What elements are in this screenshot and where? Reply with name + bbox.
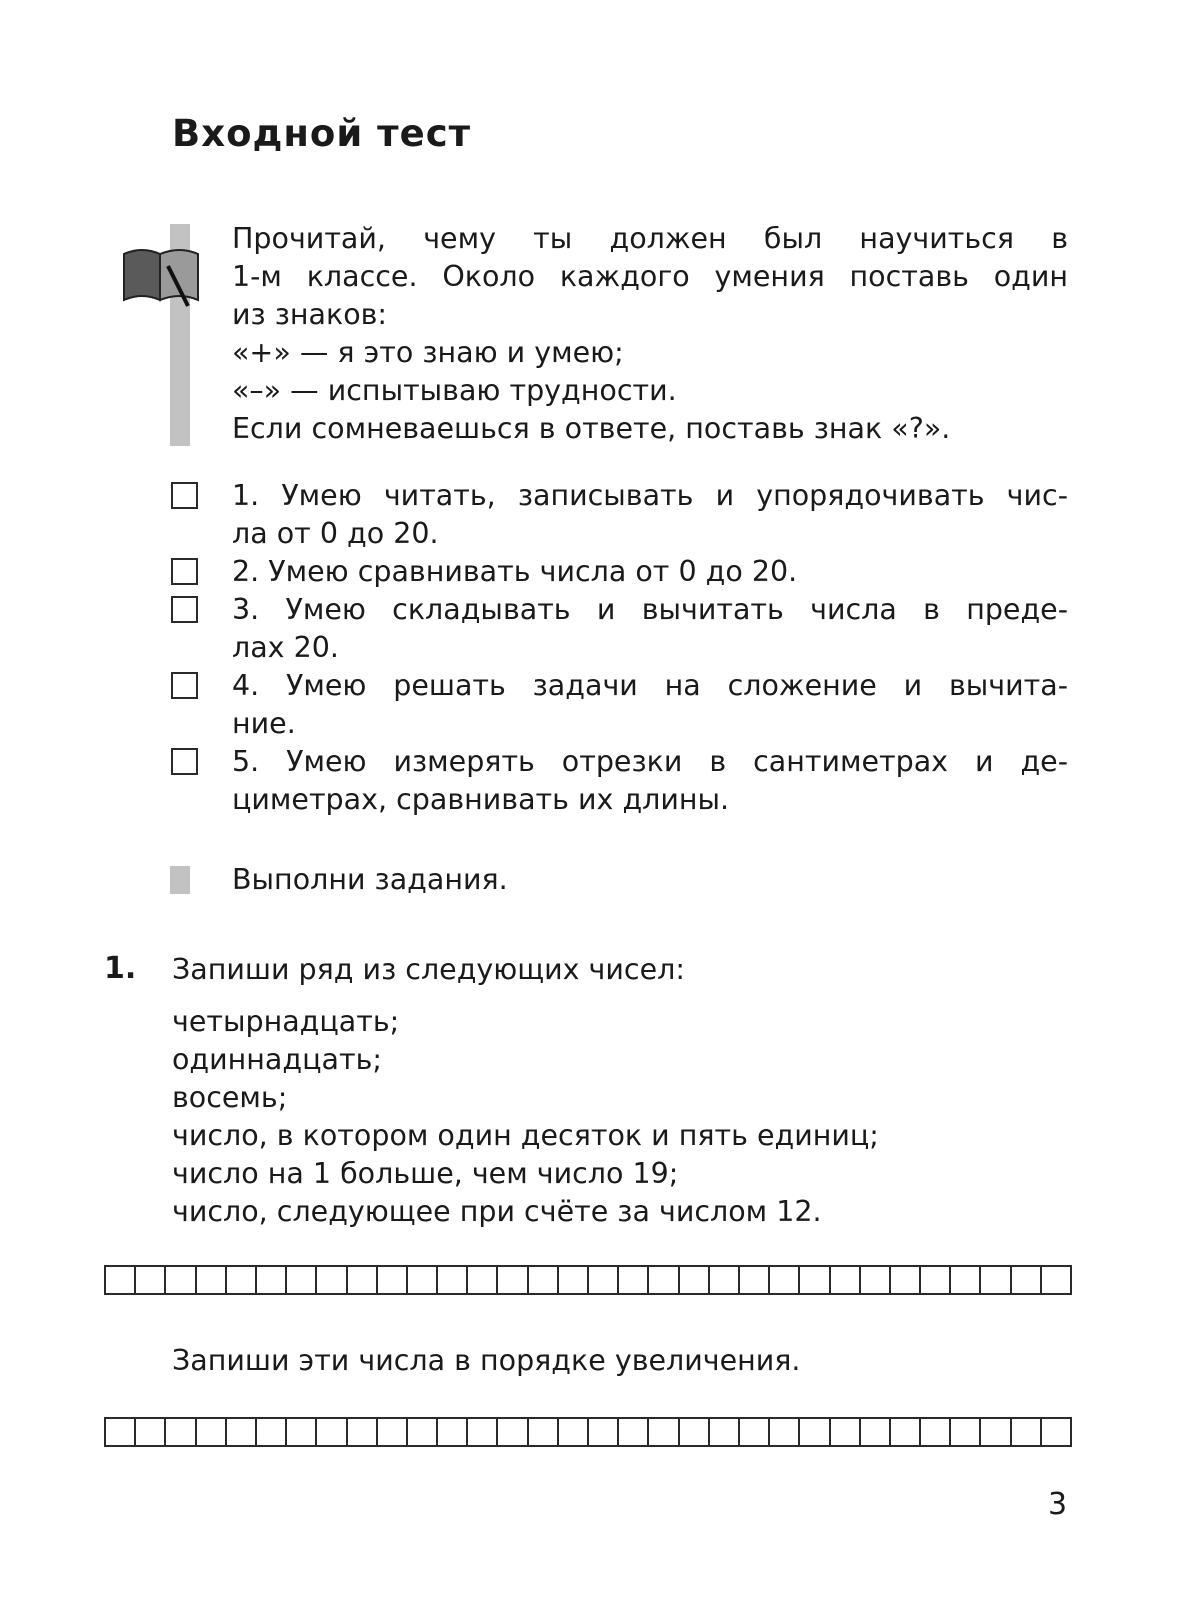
instruction-line: Если сомневаешься в ответе, поставь знак «?». [232,412,951,445]
grid-cell[interactable] [227,1267,257,1293]
skills-list [232,477,1068,819]
grid-cell[interactable] [831,1267,861,1293]
margin-bar-small [170,866,190,894]
do-tasks-heading: Выполни задания. [232,863,508,896]
skill-line: 3. Умею складывать и вычитать числа в преде- [232,593,1068,626]
grid-cell[interactable] [649,1267,679,1293]
grid-cell[interactable] [378,1419,408,1445]
grid-cell[interactable] [348,1267,378,1293]
grid-cell[interactable] [800,1267,830,1293]
grid-cell[interactable] [408,1267,438,1293]
grid-cell[interactable] [136,1267,166,1293]
grid-cell[interactable] [680,1267,710,1293]
answer-grid-1[interactable] [104,1265,1072,1295]
grid-cell[interactable] [106,1267,136,1293]
grid-cell[interactable] [740,1419,770,1445]
grid-cell[interactable] [770,1267,800,1293]
grid-cell[interactable] [468,1419,498,1445]
page-number: 3 [1048,1487,1068,1522]
instruction-line: из знаков: [232,298,388,331]
grid-cell[interactable] [800,1419,830,1445]
grid-cell[interactable] [498,1419,528,1445]
grid-cell[interactable] [197,1267,227,1293]
grid-cell[interactable] [891,1419,921,1445]
grid-cell[interactable] [257,1267,287,1293]
instructions [232,220,1068,448]
task-question: Запиши ряд из следующих чисел: [172,953,685,986]
grid-cell[interactable] [1042,1267,1072,1293]
grid-cell[interactable] [981,1267,1011,1293]
grid-cell[interactable] [136,1419,166,1445]
grid-cell[interactable] [680,1419,710,1445]
list-item: восемь; [172,1081,288,1114]
grid-cell[interactable] [529,1419,559,1445]
skill-line: циметрах, сравнивать их длины. [232,783,730,816]
grid-cell[interactable] [921,1267,951,1293]
grid-cell[interactable] [770,1419,800,1445]
grid-cell[interactable] [468,1267,498,1293]
grid-cell[interactable] [559,1419,589,1445]
skill-5-checkbox[interactable] [171,748,198,775]
grid-cell[interactable] [921,1419,951,1445]
grid-cell[interactable] [740,1267,770,1293]
grid-cell[interactable] [227,1419,257,1445]
skill-line: ла от 0 до 20. [232,517,439,550]
grid-cell[interactable] [831,1419,861,1445]
grid-cell[interactable] [1012,1419,1042,1445]
grid-cell[interactable] [861,1267,891,1293]
grid-cell[interactable] [166,1419,196,1445]
skill-line: 5. Умею измерять отрезки в сантиметрах и де- [232,745,1068,778]
grid-cell[interactable] [529,1267,559,1293]
list-item: число, следующее при счёте за числом 12. [172,1195,822,1228]
grid-cell[interactable] [619,1419,649,1445]
skill-line: 2. Умею сравнивать числа от 0 до 20. [232,555,798,588]
skill-2-checkbox[interactable] [171,558,198,585]
skill-line: ние. [232,707,296,740]
grid-cell[interactable] [619,1267,649,1293]
grid-cell[interactable] [1042,1419,1072,1445]
skill-line: 1. Умею читать, записывать и упорядочивать чис- [232,479,1068,512]
grid-cell[interactable] [951,1267,981,1293]
skill-3-checkbox[interactable] [171,596,198,623]
list-item: число, в котором один десяток и пять единиц; [172,1119,879,1152]
grid-cell[interactable] [891,1267,921,1293]
skill-line: 4. Умею решать задачи на сложение и вычита- [232,669,1068,702]
grid-cell[interactable] [1012,1267,1042,1293]
grid-cell[interactable] [589,1267,619,1293]
list-item: одиннадцать; [172,1043,382,1076]
skill-line: лах 20. [232,631,339,664]
grid-cell[interactable] [589,1419,619,1445]
grid-cell[interactable] [348,1419,378,1445]
instruction-line: 1-м классе. Около каждого умения поставь один [232,260,1068,293]
task-number: 1. [104,951,137,986]
answer-grid-2[interactable] [104,1417,1072,1447]
grid-cell[interactable] [408,1419,438,1445]
skill-1-checkbox[interactable] [171,482,198,509]
order-prompt: Запиши эти числа в порядке увеличения. [172,1344,801,1377]
number-items [172,1003,879,1231]
instruction-line: «–» — испытываю трудности. [232,374,677,407]
grid-cell[interactable] [438,1419,468,1445]
grid-cell[interactable] [861,1419,891,1445]
grid-cell[interactable] [498,1267,528,1293]
instruction-line: «+» — я это знаю и умею; [232,336,624,369]
grid-cell[interactable] [197,1419,227,1445]
grid-cell[interactable] [287,1419,317,1445]
grid-cell[interactable] [649,1419,679,1445]
grid-cell[interactable] [951,1419,981,1445]
grid-cell[interactable] [559,1267,589,1293]
grid-cell[interactable] [106,1419,136,1445]
grid-cell[interactable] [438,1267,468,1293]
grid-cell[interactable] [317,1267,347,1293]
grid-cell[interactable] [981,1419,1011,1445]
grid-cell[interactable] [710,1267,740,1293]
book-pencil-icon [122,240,202,310]
page-title: Входной тест [172,112,472,155]
list-item: четырнадцать; [172,1005,400,1038]
grid-cell[interactable] [257,1419,287,1445]
list-item: число на 1 больше, чем число 19; [172,1157,679,1190]
grid-cell[interactable] [317,1419,347,1445]
skill-4-checkbox[interactable] [171,672,198,699]
grid-cell[interactable] [287,1267,317,1293]
instruction-line: Прочитай, чему ты должен был научиться в [232,222,1068,255]
grid-cell[interactable] [710,1419,740,1445]
grid-cell[interactable] [378,1267,408,1293]
grid-cell[interactable] [166,1267,196,1293]
